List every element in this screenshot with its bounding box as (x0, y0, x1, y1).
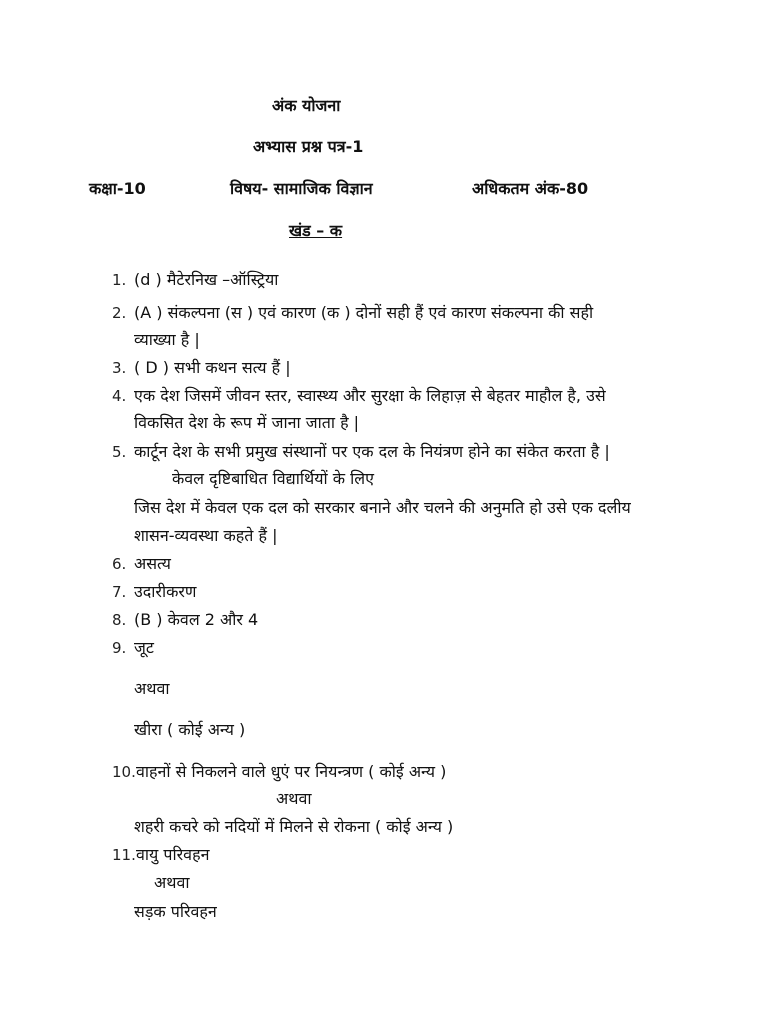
answer-6 (112, 554, 171, 573)
answer-number: 9. (112, 639, 127, 657)
answer-text: (B ) केवल 2 और 4 (134, 610, 259, 629)
answer-number: 2. (112, 304, 127, 322)
answer-text-line1: एक देश जिसमें जीवन स्तर, स्वास्थ्य और सुरक्षा के लिहाज़ से बेहतर माहौल है, उसे (134, 386, 606, 405)
class-label: कक्षा-10 (89, 179, 146, 198)
answer-4-line2: विकसित देश के रूप में जाना जाता है | (134, 413, 360, 432)
answer-text: उदारीकरण (134, 582, 197, 601)
answer-10-or: अथवा (276, 789, 312, 808)
answer-text: कार्टून देश के सभी प्रमुख संस्थानों पर एक दल के नियंत्रण होने का संकेत करता है | (134, 442, 610, 461)
answer-number: 3. (112, 359, 127, 377)
answer-5-vi-line2: शासन-व्यवस्था कहते हैं | (134, 526, 278, 545)
answer-3 (112, 358, 291, 377)
answer-8 (112, 610, 258, 629)
subject-label: विषय- सामाजिक विज्ञान (230, 179, 373, 198)
answer-5 (112, 442, 610, 461)
answer-10 (112, 762, 446, 781)
answer-text-line1: (A ) संकल्पना (स ) एवं कारण (क ) दोनों सही हैं एवं कारण संकल्पना की सही (134, 303, 594, 322)
answer-number: 7. (112, 583, 127, 601)
answer-text: वाहनों से निकलने वाले धुएं पर नियन्त्रण ( कोई अन्य ) (136, 762, 447, 781)
max-marks-label: अधिकतम अंक-80 (472, 179, 589, 198)
section-heading: खंड – क (289, 221, 343, 240)
answer-2-line2: व्याख्या है | (134, 330, 200, 349)
answer-5-vi-line1: जिस देश में केवल एक दल को सरकार बनाने और चलने की अनुमति हो उसे एक दलीय (134, 498, 631, 517)
answer-9 (112, 638, 154, 657)
answer-10-alt: शहरी कचरे को नदियों में मिलने से रोकना ( कोई अन्य ) (134, 817, 454, 836)
answer-text: वायु परिवहन (136, 845, 210, 864)
visually-impaired-note: केवल दृष्टिबाधित विद्यार्थियों के लिए (172, 469, 374, 488)
answer-number: 1. (112, 271, 127, 289)
answer-9-or: अथवा (134, 679, 170, 698)
answer-9-alt: खीरा ( कोई अन्य ) (134, 720, 246, 739)
answer-11-alt: सड़क परिवहन (134, 902, 217, 921)
answer-text: ( D ) सभी कथन सत्य हैं | (134, 358, 291, 377)
answer-1 (112, 270, 278, 289)
answer-number: 8. (112, 611, 127, 629)
answer-number: 4. (112, 387, 127, 405)
answer-2 (112, 303, 593, 322)
answer-number: 10. (112, 763, 136, 781)
answer-11-or: अथवा (154, 873, 190, 892)
answer-4 (112, 386, 606, 405)
answer-text: (d ) मैटेरनिख –ऑस्ट्रिया (134, 270, 279, 289)
answer-7 (112, 582, 197, 601)
answer-11 (112, 845, 209, 864)
answer-text: असत्य (134, 554, 171, 573)
answer-text: जूट (134, 638, 154, 657)
paper-subtitle: अभ्यास प्रश्न पत्र-1 (253, 137, 364, 156)
answer-number: 11. (112, 846, 136, 864)
answer-number: 5. (112, 443, 127, 461)
answer-number: 6. (112, 555, 127, 573)
page-title: अंक योजना (272, 96, 341, 115)
